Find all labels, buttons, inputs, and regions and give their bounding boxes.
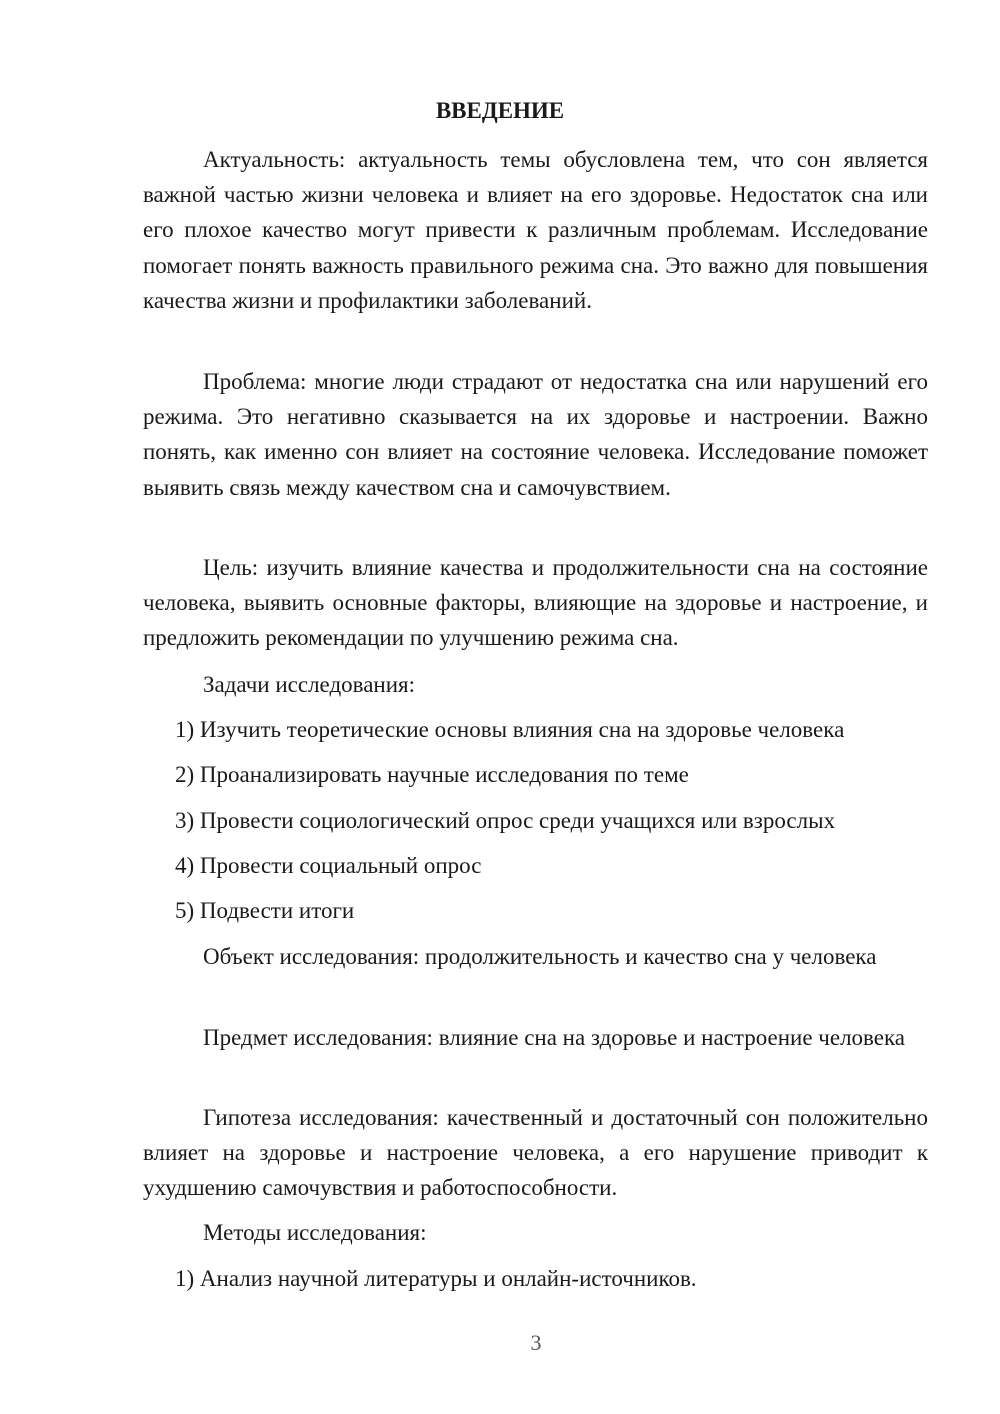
page-number: 3 bbox=[530, 1330, 542, 1355]
page-title: ВВЕДЕНИЕ bbox=[435, 98, 565, 123]
paragraph-goal: Цель: изучить влияние качества и продолжительности сна на состояние человека, выявить основные факторы, влияющие на здоровье и настроение, и предложить рекомендации по улучшению режима сна. bbox=[143, 555, 928, 651]
paragraph-relevance: Актуальность: актуальность темы обусловлена тем, что сон является важной частью жизни человека и влияет на его здоровье. Недостаток сна или его плохое качество могут привести к различным проблемам. Исследование помогает понять важность правильного режима сна. Это важно для повышения качества жизни и профилактики заболеваний. bbox=[143, 147, 928, 313]
methods-heading: Методы исследования: bbox=[203, 1220, 427, 1245]
task-item: 5) Подвести итоги bbox=[175, 898, 355, 923]
paragraph-object: Объект исследования: продолжительность и качество сна у человека bbox=[203, 944, 877, 969]
task-item: 3) Провести социологический опрос среди учащихся или взрослых bbox=[175, 808, 836, 833]
task-item: 2) Проанализировать научные исследования по теме bbox=[175, 762, 689, 787]
tasks-heading: Задачи исследования: bbox=[203, 672, 416, 697]
paragraph-subject: Предмет исследования: влияние сна на здоровье и настроение человека bbox=[203, 1025, 906, 1050]
paragraph-hypothesis: Гипотеза исследования: качественный и достаточный сон положительно влияет на здоровье и настроение человека, а его нарушение приводит к ухудшению самочувствия и работоспособности. bbox=[143, 1105, 928, 1201]
task-item: 4) Провести социальный опрос bbox=[175, 853, 482, 878]
paragraph-problem: Проблема: многие люди страдают от недостатка сна или нарушений его режима. Это негативно сказывается на их здоровье и настроении. Важно понять, как именно сон влияет на состояние человека. Исследование поможет выявить связь между качеством сна и самочувствием. bbox=[143, 369, 928, 500]
task-item: 1) Изучить теоретические основы влияния сна на здоровье человека bbox=[175, 717, 845, 742]
method-item: 1) Анализ научной литературы и онлайн-источников. bbox=[175, 1266, 697, 1291]
